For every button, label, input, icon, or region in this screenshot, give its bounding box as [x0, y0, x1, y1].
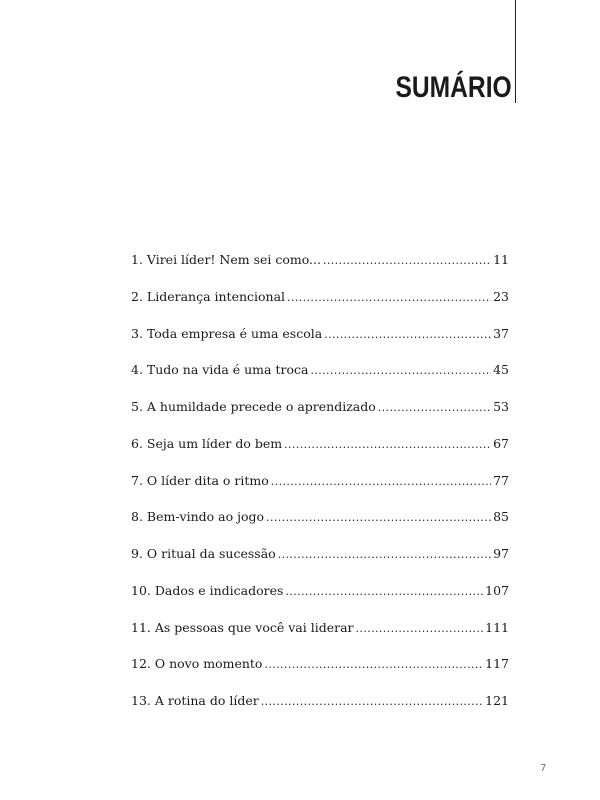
- toc-entry-label: 2. Liderança intencional: [131, 288, 286, 304]
- toc-entry[interactable]: [131, 251, 509, 288]
- toc-entry[interactable]: [131, 655, 509, 692]
- toc-leader-dots: [378, 399, 491, 417]
- toc-leader-dots: [261, 693, 483, 711]
- toc-entry-page: 23: [493, 288, 509, 304]
- toc-leader-dots: [266, 509, 491, 527]
- toc-entry-label: 9. O ritual da sucessão: [131, 546, 276, 561]
- toc-entry-page: 85: [493, 509, 509, 525]
- toc-leader-dots: [287, 289, 491, 307]
- toc-entry[interactable]: [131, 435, 509, 472]
- page-number: 7: [540, 763, 547, 774]
- toc-entry-label: 4. Tudo na vida é uma troca: [131, 362, 309, 378]
- toc-entry-label: 10. Dados e indicadores: [131, 582, 284, 598]
- toc-leader-dots: [324, 326, 491, 344]
- toc-entry-label: 5. A humildade precede o aprendizado: [131, 399, 376, 414]
- toc-leader-dots: [323, 252, 491, 270]
- toc-entry[interactable]: [131, 692, 509, 729]
- toc-entry-page: 111: [485, 619, 509, 635]
- toc-entry-label: 12. O novo momento: [131, 656, 263, 672]
- toc-entry-page: 117: [485, 656, 509, 672]
- toc-leader-dots: [271, 473, 491, 491]
- toc-entry[interactable]: [131, 619, 509, 656]
- toc-entry[interactable]: [131, 545, 509, 582]
- toc-entry-page: 45: [493, 362, 509, 378]
- header-rule: [515, 0, 516, 103]
- toc-entry-label: 11. As pessoas que você vai liderar: [131, 619, 354, 635]
- toc-entry-label: 7. O líder dita o ritmo: [131, 472, 269, 488]
- toc-entry-page: 37: [493, 325, 509, 341]
- toc-leader-dots: [285, 583, 483, 601]
- page-title: SUMÁRIO: [395, 71, 512, 104]
- toc-entry-label: 8. Bem-vindo ao jogo: [131, 509, 265, 525]
- toc-leader-dots: [264, 656, 483, 674]
- table-of-contents: [131, 251, 509, 729]
- toc-entry[interactable]: [131, 398, 509, 435]
- toc-entry-page: 67: [493, 435, 509, 451]
- toc-entry-page: 53: [493, 399, 509, 414]
- toc-entry-label: 1. Virei líder! Nem sei como...: [131, 252, 321, 267]
- toc-entry[interactable]: [131, 361, 509, 398]
- toc-entry[interactable]: [131, 288, 509, 325]
- toc-entry-label: 13. A rotina do líder: [131, 693, 259, 708]
- toc-entry-page: 107: [485, 582, 509, 598]
- toc-entry[interactable]: [131, 582, 509, 619]
- toc-leader-dots: [310, 362, 491, 380]
- toc-entry[interactable]: [131, 508, 509, 545]
- toc-leader-dots: [356, 620, 484, 638]
- toc-leader-dots: [278, 546, 491, 564]
- toc-entry-label: 3. Toda empresa é uma escola: [131, 325, 323, 341]
- toc-entry-page: 77: [493, 472, 509, 488]
- toc-entry-page: 121: [485, 693, 509, 708]
- toc-entry-page: 11: [493, 252, 509, 267]
- toc-entry-page: 97: [493, 546, 509, 561]
- toc-entry-label: 6. Seja um líder do bem: [131, 435, 283, 451]
- toc-entry[interactable]: [131, 472, 509, 509]
- toc-entry[interactable]: [131, 325, 509, 362]
- toc-leader-dots: [284, 436, 491, 454]
